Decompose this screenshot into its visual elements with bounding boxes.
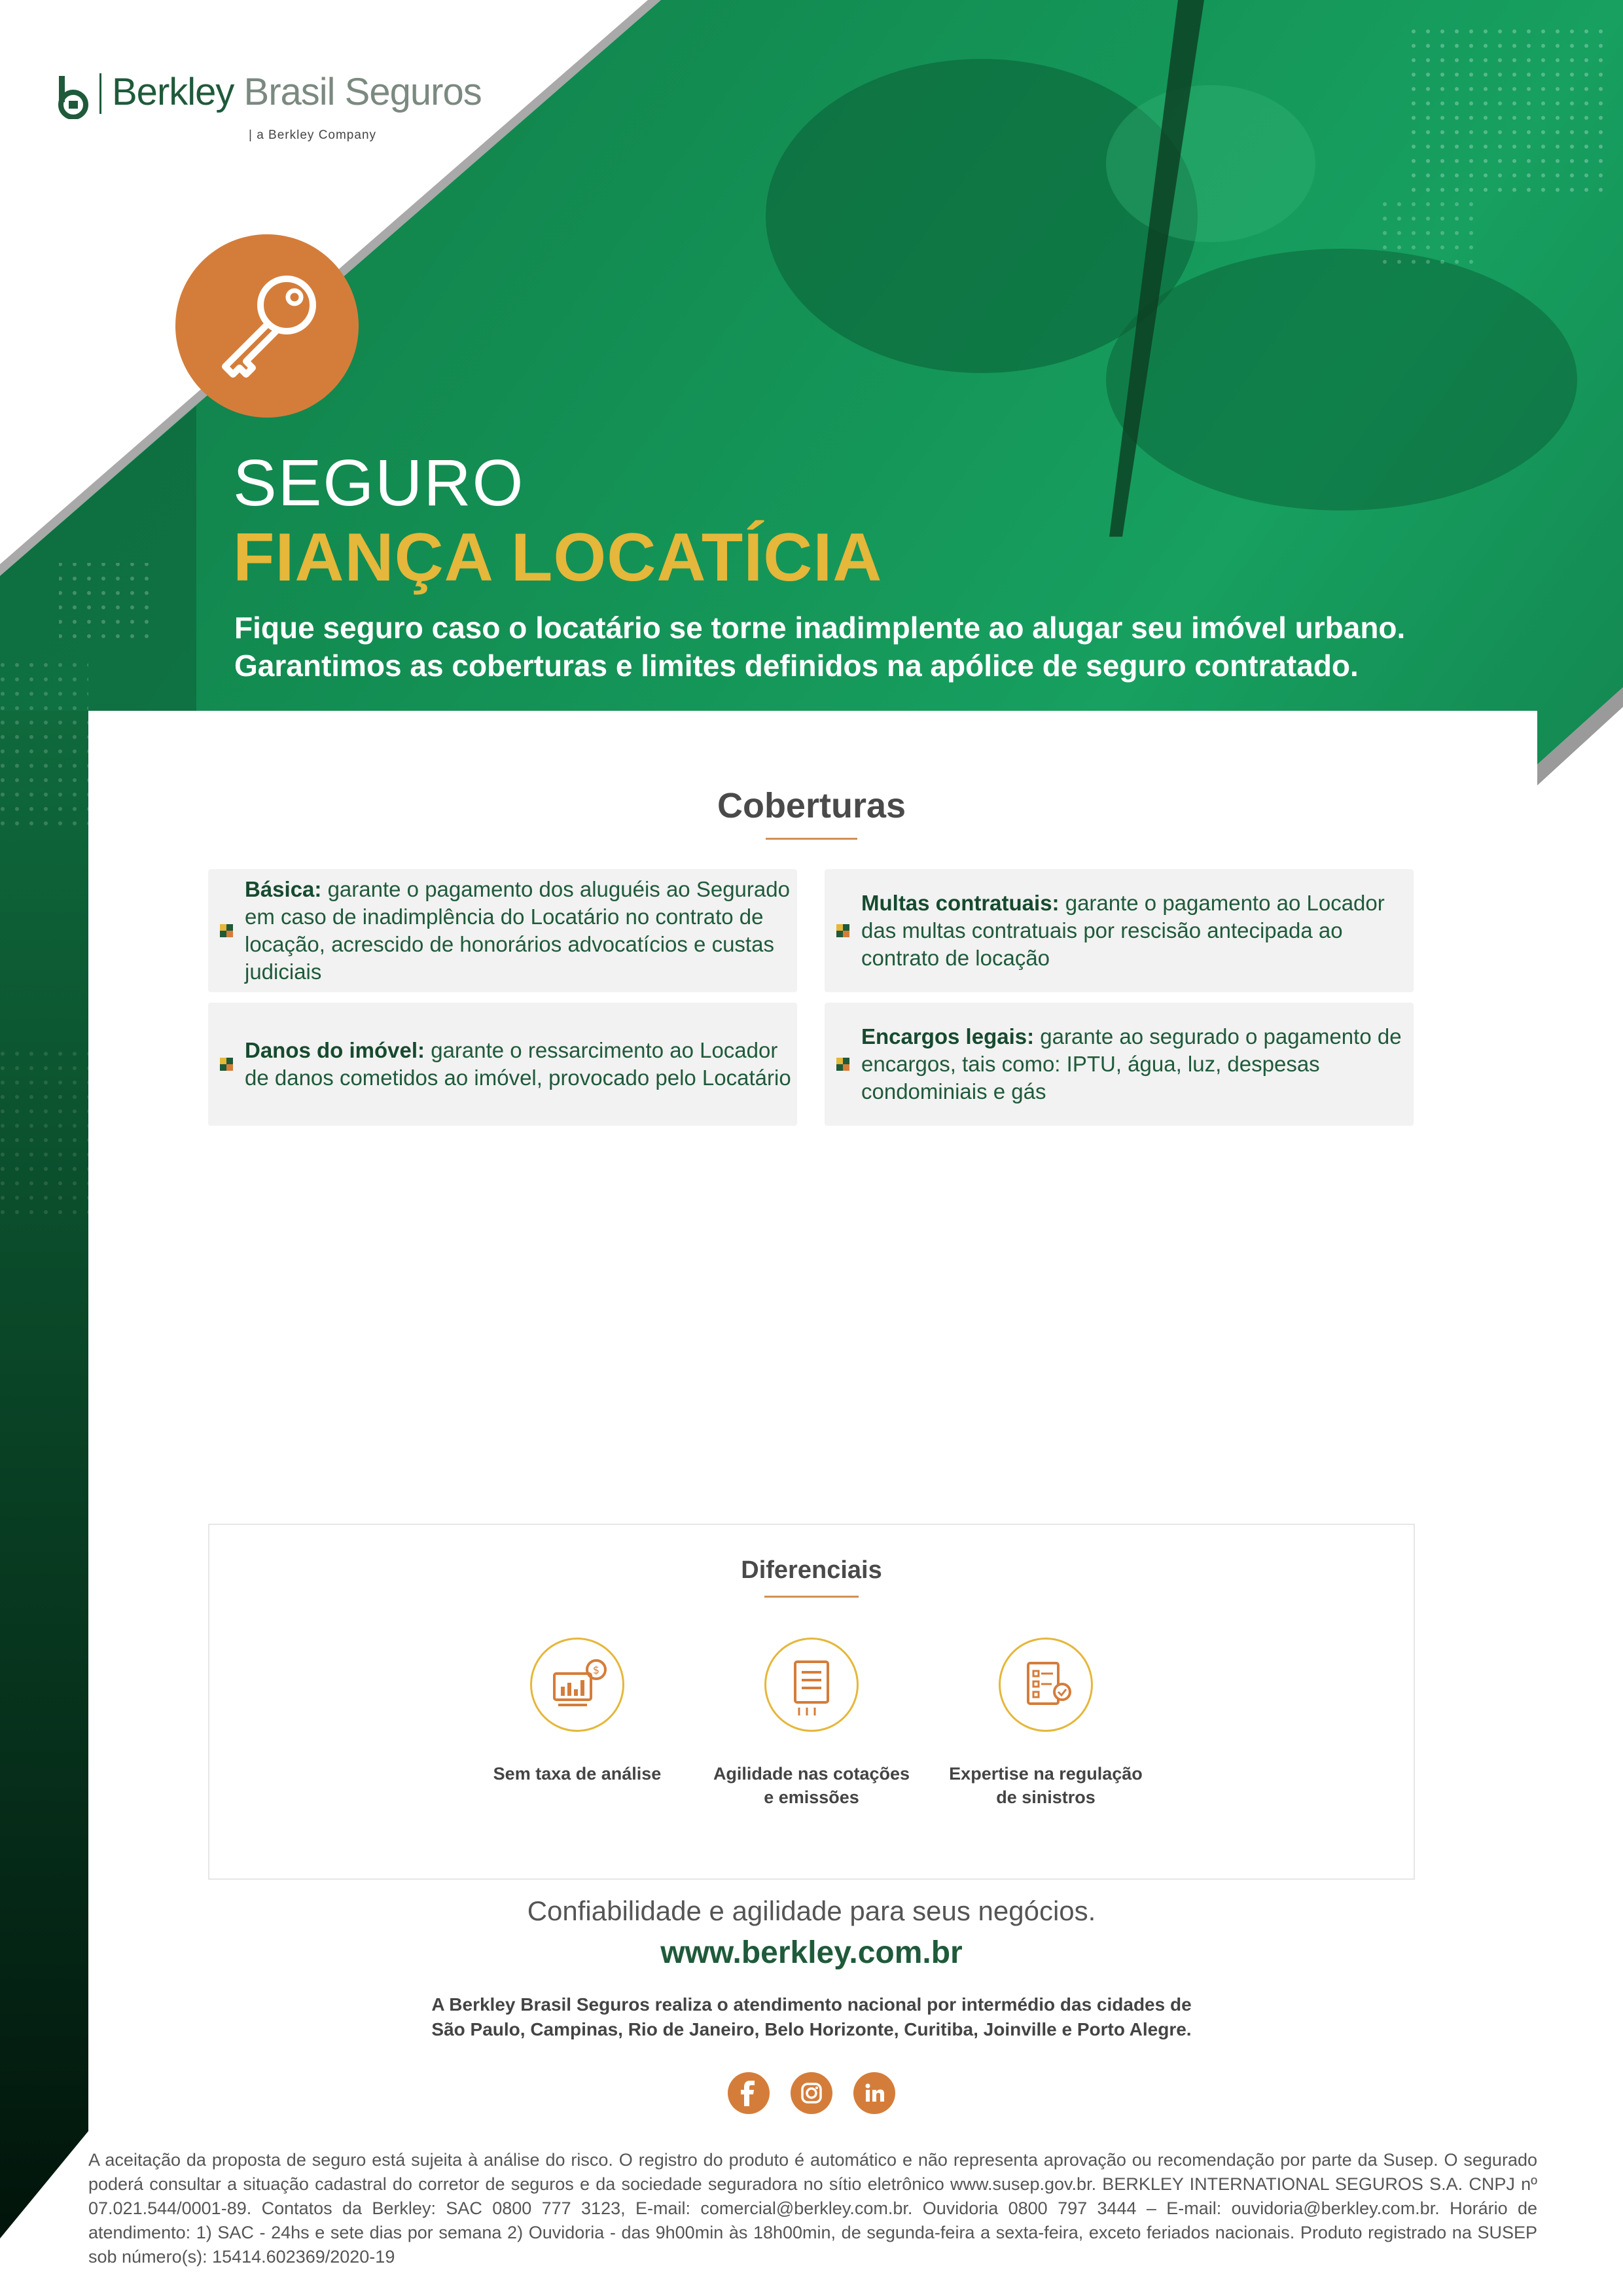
key-icon <box>175 234 359 418</box>
hero-title-line1: SEGURO <box>233 446 525 520</box>
bullet-icon <box>836 924 849 937</box>
logo-divider <box>99 73 101 114</box>
cobertura-text: Multas contratuais: garante o pagamento ao Locador das multas contratuais por rescisão antecipada ao contrato de locação <box>861 891 1385 970</box>
brand-name: Berkley Brasil Seguros <box>112 71 482 113</box>
cobertura-text: Encargos legais: garante ao segurado o pagamento de encargos, tais como: IPTU, água, luz, despesas condominiais e gás <box>861 1024 1402 1103</box>
document-speed-icon <box>764 1638 859 1732</box>
diferencial-label-expertise: Expertise na regulação de sinistros <box>949 1764 1143 1807</box>
cobertura-text: Básica: garante o pagamento dos aluguéis ao Segurado em caso de inadimplência do Locatário no contrato de locação, acrescido de honorários advocatícios e custas judiciais <box>245 877 790 984</box>
facebook-icon[interactable] <box>728 2072 770 2114</box>
linkedin-icon[interactable] <box>853 2072 895 2114</box>
coberturas-underline <box>766 838 857 840</box>
tagline: Confiabilidade e agilidade para seus negócios. <box>527 1895 1096 1926</box>
svg-text:$: $ <box>592 1664 600 1676</box>
website-link[interactable]: www.berkley.com.br <box>660 1935 963 1970</box>
bullet-icon <box>220 1058 233 1071</box>
brand-subtitle: | a Berkley Company <box>249 128 377 142</box>
cobertura-item-encargos <box>825 1003 1414 1126</box>
cobertura-item-basica <box>208 869 797 992</box>
hero-subtitle-line2: Garantimos as coberturas e limites definidos na apólice de seguro contratado. <box>234 649 1359 683</box>
bullet-icon <box>836 1058 849 1071</box>
diferenciais-title: Diferenciais <box>741 1556 882 1584</box>
instagram-icon[interactable] <box>791 2072 832 2114</box>
hero-title-line2: FIANÇA LOCATÍCIA <box>233 520 883 596</box>
hero-subtitle <box>234 609 1543 685</box>
diferencial-label-agilidade: Agilidade nas cotações e emissões <box>713 1764 910 1807</box>
attendance-info: A Berkley Brasil Seguros realiza o atendimento nacional por intermédio das cidades de São Paulo, Campinas, Rio de Janeiro, Belo Horizonte, Curitiba, Joinville e Porto Alegre. <box>431 1994 1192 2039</box>
brand-logo[interactable] <box>56 73 482 119</box>
cobertura-text: Danos do imóvel: garante o ressarcimento ao Locador de danos cometidos ao imóvel, provocado pelo Locatário <box>245 1038 791 1090</box>
checklist-icon <box>999 1638 1093 1732</box>
diferencial-label-sem-taxa: Sem taxa de análise <box>493 1764 662 1784</box>
berkley-b-icon <box>56 73 89 119</box>
coberturas-title: Coberturas <box>717 786 906 825</box>
cobertura-item-danos <box>208 1003 797 1126</box>
bullet-icon <box>220 924 233 937</box>
legal-disclaimer: A aceitação da proposta de seguro está sujeita à análise do risco. O registro do produto é automático e não representa aprovação ou recomendação por parte da Susep. O segurado poderá consultar a situação cadastral do corretor de seguros e da sociedade seguradora no sítio eletrônico www.susep.gov.br. BERKLEY INTERNATIONAL SEGUROS S.A. CNPJ nº 07.021.544/0001-89. Contatos da Berkley: SAC 0800 777 3123, E-mail: comercial@berkley.com.br. Ouvidoria 0800 797 3444 – E-mail: ouvidoria@berkley.com.br. Horário de atendimento: 1) SAC - 24hs e sete dias por semana 2) Ouvidoria - das 9h00min às 18h00min, de segunda-feira a sexta-feira, exceto feriados nacionais. Produto registrado na SUSEP sob número(s): 15414.602369/2020-19 <box>88 2150 1537 2267</box>
hero-subtitle-line1: Fique seguro caso o locatário se torne inadimplente ao alugar seu imóvel urbano. <box>234 611 1406 645</box>
cobertura-item-multas <box>825 869 1414 992</box>
key-icon-circle <box>175 234 359 418</box>
diferenciais-underline <box>764 1596 859 1598</box>
computer-chart-dollar-icon <box>530 1638 624 1732</box>
